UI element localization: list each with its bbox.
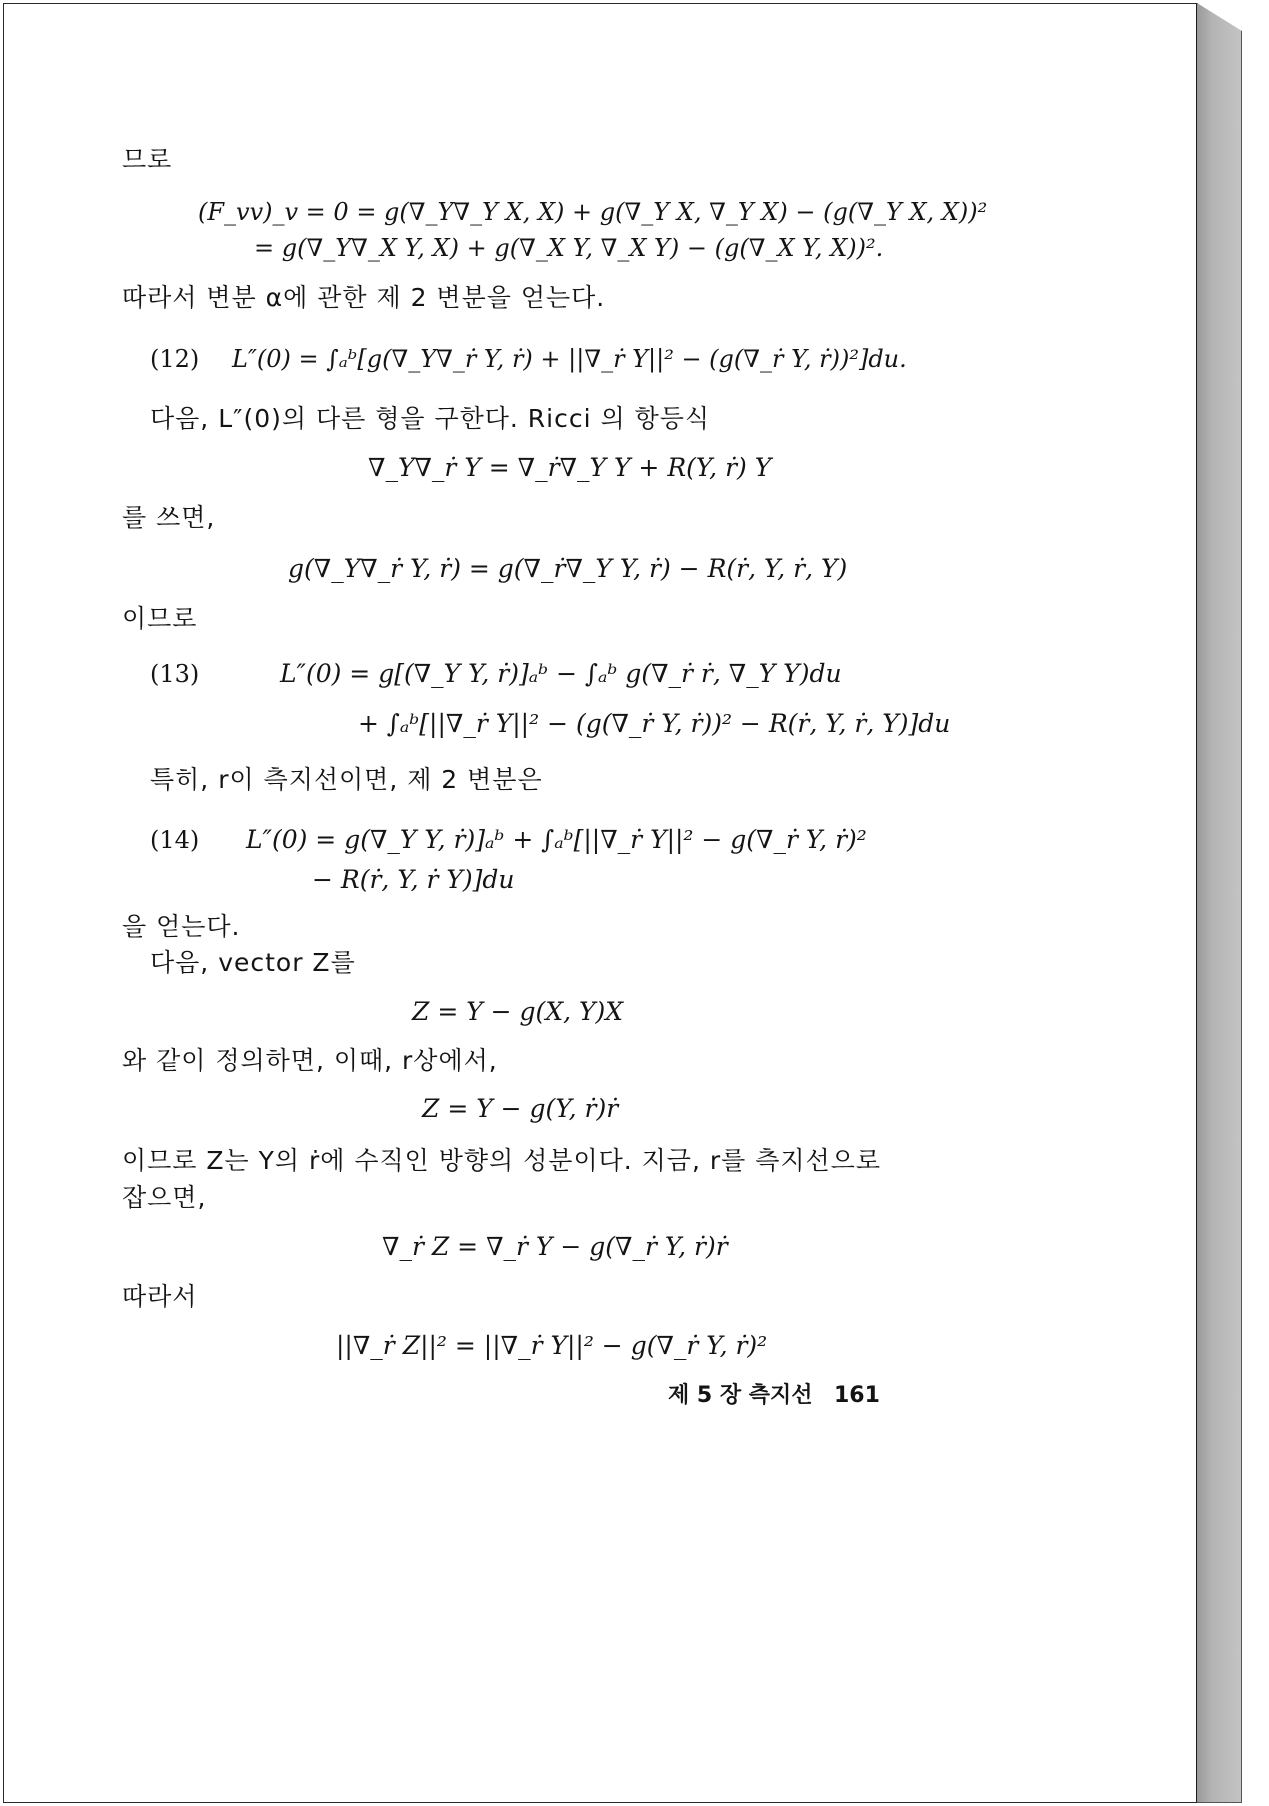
equation-line: ∇_Y∇_ṙ Y = ∇_ṙ∇_Y Y + R(Y, ṙ) Y	[368, 453, 772, 482]
text-line: 다음, L″(0)의 다른 형을 구한다. Ricci 의 항등식	[150, 404, 711, 433]
text-line: 를 쓰면,	[122, 503, 216, 532]
equation-line: (F_vv)_v = 0 = g(∇_Y∇_Y X, X) + g(∇_Y X, ∇_Y X) − (g(∇_Y X, X))²	[198, 198, 988, 226]
equation-number: (14)	[150, 826, 200, 854]
text-line: 특히, r이 측지선이면, 제 2 변분은	[150, 765, 543, 794]
text-line: 잡으면,	[122, 1183, 207, 1212]
equation-line: Z = Y − g(X, Y)X	[412, 997, 624, 1026]
equation-line: Z = Y − g(Y, ṙ)ṙ	[422, 1094, 619, 1123]
equation-number: (13)	[150, 660, 200, 688]
text-line: 따라서	[122, 1282, 198, 1311]
text-line: 와 같이 정의하면, 이때, r상에서,	[122, 1046, 498, 1075]
book-page	[3, 3, 1198, 1803]
equation-line: L″(0) = ∫ₐᵇ[g(∇_Y∇_ṙ Y, ṙ) + ||∇_ṙ Y||² − (g(∇_ṙ Y, ṙ))²]du.	[232, 345, 907, 373]
equation-line: − R(ṙ, Y, ṙ Y)]du	[312, 865, 515, 894]
equation-line: + ∫ₐᵇ[||∇_ṙ Y||² − (g(∇_ṙ Y, ṙ))² − R(ṙ, Y, ṙ, Y)]du	[358, 709, 951, 738]
equation-line: L″(0) = g(∇_Y Y, ṙ)]ₐᵇ + ∫ₐᵇ[||∇_ṙ Y||² − g(∇_ṙ Y, ṙ)²	[246, 825, 867, 854]
page-stack-edge	[1197, 3, 1242, 1803]
equation-line: L″(0) = g[(∇_Y Y, ṙ)]ₐᵇ − ∫ₐᵇ g(∇_ṙ ṙ, ∇_Y Y)du	[280, 659, 842, 688]
text-line: 이므로	[122, 604, 198, 633]
running-footer-chapter: 제 5 장 측지선	[668, 1383, 813, 1408]
page-number: 161	[834, 1383, 880, 1408]
equation-line: = g(∇_Y∇_X Y, X) + g(∇_X Y, ∇_X Y) − (g(∇_X Y, X))².	[254, 234, 884, 262]
text-line: 다음, vector Z를	[150, 948, 356, 977]
text-line: 므로	[122, 145, 173, 174]
equation-number: (12)	[150, 345, 200, 373]
text-line: 따라서 변분 α에 관한 제 2 변분을 얻는다.	[122, 283, 606, 312]
text-line: 이므로 Z는 Y의 ṙ에 수직인 방향의 성분이다. 지금, r를 측지선으로	[122, 1146, 881, 1175]
equation-line: g(∇_Y∇_ṙ Y, ṙ) = g(∇_ṙ∇_Y Y, ṙ) − R(ṙ, Y, ṙ, Y)	[288, 554, 848, 583]
equation-line: ||∇_ṙ Z||² = ||∇_ṙ Y||² − g(∇_ṙ Y, ṙ)²	[336, 1331, 768, 1360]
equation-line: ∇_ṙ Z = ∇_ṙ Y − g(∇_ṙ Y, ṙ)ṙ	[382, 1232, 728, 1261]
text-line: 을 얻는다.	[122, 912, 241, 941]
